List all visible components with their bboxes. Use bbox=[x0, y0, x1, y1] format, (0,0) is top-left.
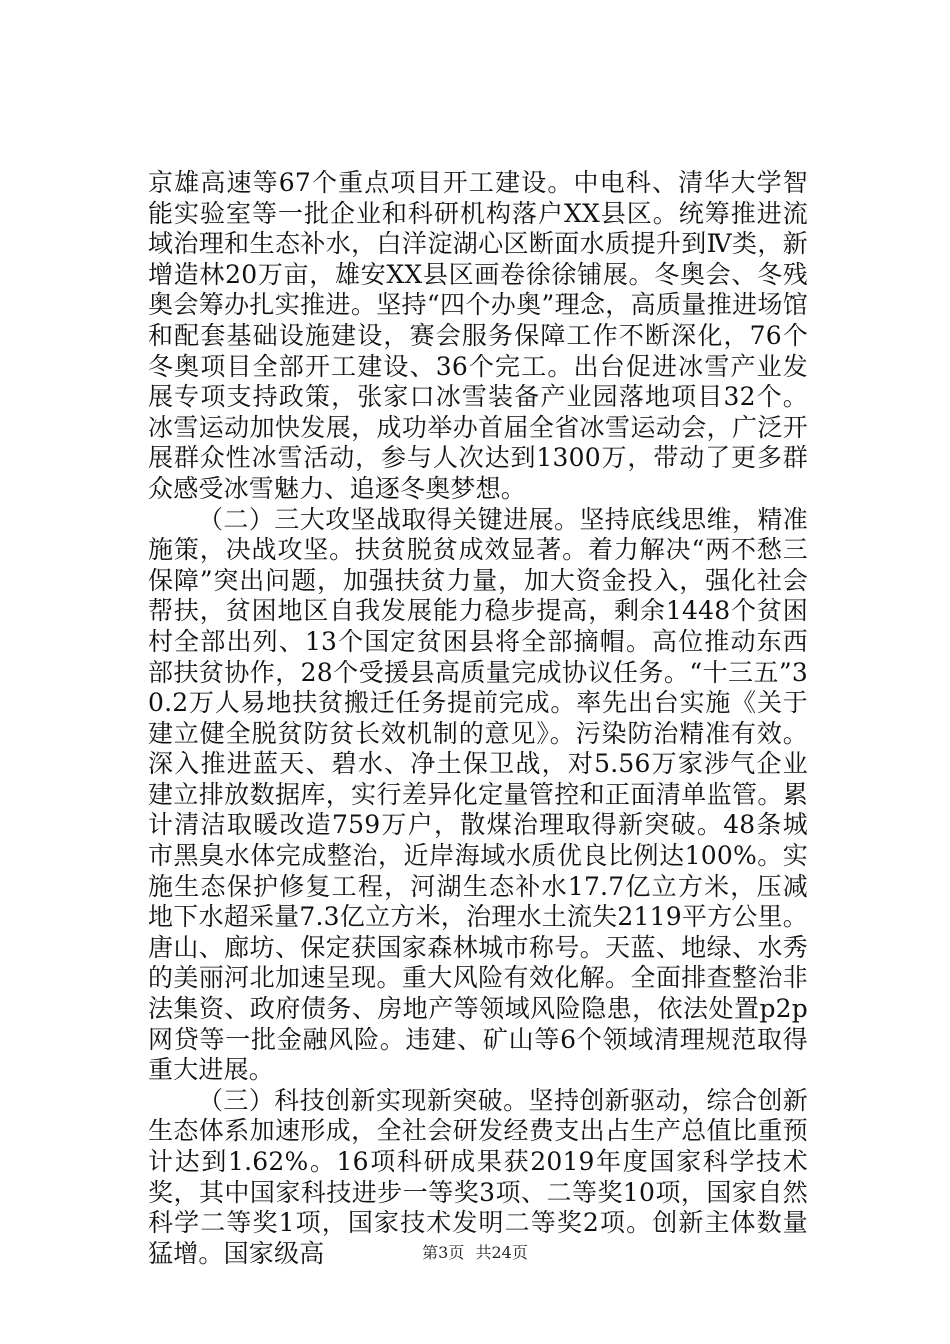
document-body bbox=[148, 168, 808, 1269]
page-number: 第3页 bbox=[422, 1243, 465, 1262]
page-footer bbox=[0, 1243, 950, 1263]
paragraph-section-three: （三）科技创新实现新突破。坚持创新驱动，综合创新生态体系加速形成，全社会研发经费支出占生产总值比重预计达到1.62%。16项科研成果获2019年度国家科学技术奖，其中国家科技进步一等奖3项、二等奖10项，国家自然科学二等奖1项，国家技术发明二等奖2项。创新主体数量猛增。国家级高 bbox=[148, 1085, 808, 1268]
page-total: 共24页 bbox=[475, 1243, 528, 1262]
paragraph-section-two: （二）三大攻坚战取得关键进展。坚持底线思维，精准施策，决战攻坚。扶贫脱贫成效显著。着力解决“两不愁三保障”突出问题，加强扶贫力量，加大资金投入，强化社会帮扶，贫困地区自我发展能力稳步提高，剩余1448个贫困村全部出列、13个国定贫困县将全部摘帽。高位推动东西部扶贫协作，28个受援县高质量完成协议任务。“十三五”30.2万人易地扶贫搬迁任务提前完成。率先出台实施《关于建立健全脱贫防贫长效机制的意见》。污染防治精准有效。深入推进蓝天、碧水、净土保卫战，对5.56万家涉气企业建立排放数据库，实行差异化定量管控和正面清单监管。累计清洁取暖改造759万户，散煤治理取得新突破。48条城市黑臭水体完成整治，近岸海域水质优良比例达100%。实施生态保护修复工程，河湖生态补水17.7亿立方米，压减地下水超采量7.3亿立方米，治理水土流失2119平方公里。唐山、廊坊、保定获国家森林城市称号。天蓝、地绿、水秀的美丽河北加速呈现。重大风险有效化解。全面排查整治非法集资、政府债务、房地产等领域风险隐患，依法处置p2p网贷等一批金融风险。违建、矿山等6个领域清理规范取得重大进展。 bbox=[148, 504, 808, 1085]
paragraph-continuation: 京雄高速等67个重点项目开工建设。中电科、清华大学智能实验室等一批企业和科研机构落户XX县区。统筹推进流域治理和生态补水，白洋淀湖心区断面水质提升到Ⅳ类，新增造林20万亩，雄安XX县区画卷徐徐铺展。冬奥会、冬残奥会筹办扎实推进。坚持“四个办奥”理念，高质量推进场馆和配套基础设施建设，赛会服务保障工作不断深化，76个冬奥项目全部开工建设、36个完工。出台促进冰雪产业发展专项支持政策，张家口冰雪装备产业园落地项目32个。冰雪运动加快发展，成功举办首届全省冰雪运动会，广泛开展群众性冰雪活动，参与人次达到1300万，带动了更多群众感受冰雪魅力、追逐冬奥梦想。 bbox=[148, 168, 808, 503]
